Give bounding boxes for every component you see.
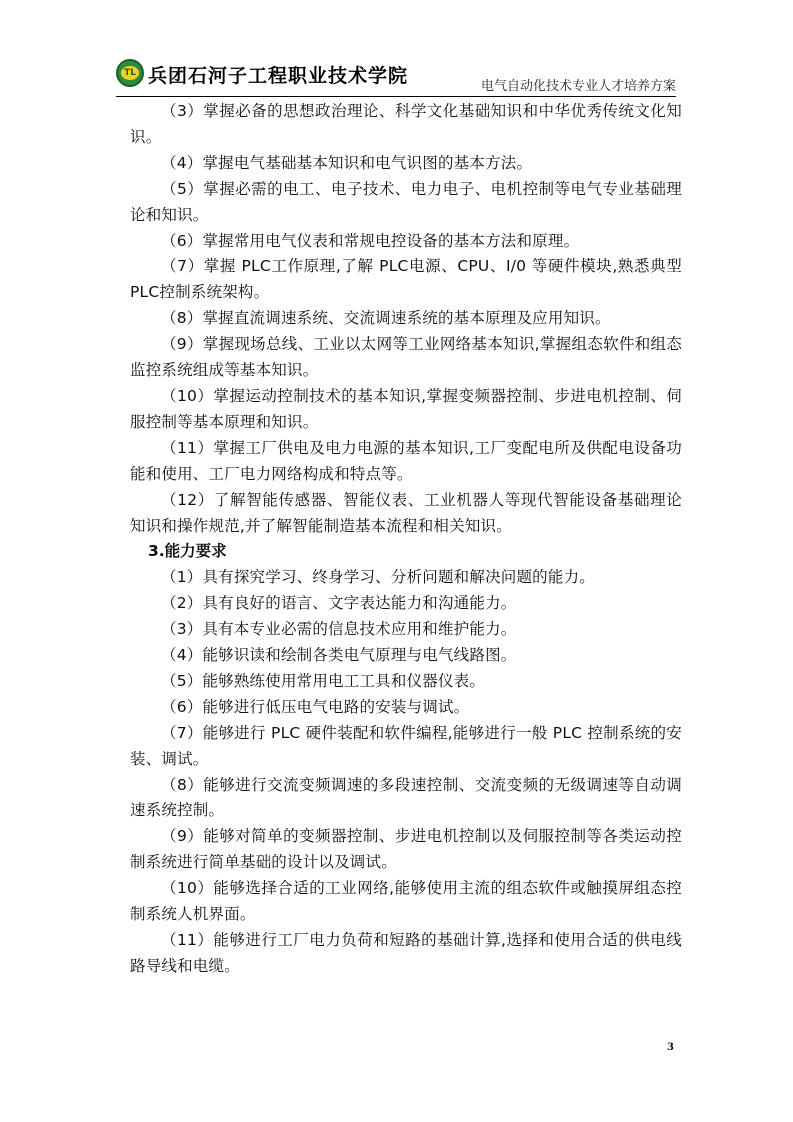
section-heading-ability: 3.能力要求	[148, 542, 227, 561]
ability-item: （11）能够进行工厂电力负荷和短路的基础计算,选择和使用合适的供电线路导线和电缆。	[130, 931, 682, 975]
knowledge-item: （10）掌握运动控制技术的基本知识,掌握变频器控制、步进电机控制、伺服控制等基本原理和知识。	[130, 386, 682, 431]
ability-item: （6）能够进行低压电气电路的安装与调试。	[161, 697, 470, 716]
knowledge-item: （6）掌握常用电气仪表和常规电控设备的基本方法和原理。	[161, 231, 580, 250]
ability-item: （3）具有本专业必需的信息技术应用和维护能力。	[161, 620, 517, 639]
knowledge-item: （4）掌握电气基础基本知识和电气识图的基本方法。	[161, 153, 533, 172]
document-title: 电气自动化技术专业人才培养方案	[480, 79, 676, 94]
ability-item: （7）能够进行 PLC 硬件装配和软件编程,能够进行一般 PLC 控制系统的安装、调试。	[130, 723, 682, 768]
ability-item: （4）能够识读和绘制各类电气原理与电气线路图。	[161, 646, 517, 665]
page-number: 3	[667, 1042, 674, 1053]
knowledge-item: （3）掌握必备的思想政治理论、科学文化基础知识和中华优秀传统文化知识。	[130, 102, 682, 146]
ability-item: （9）能够对简单的变频器控制、步进电机控制以及伺服控制等各类运动控制系统进行简单基础的设计以及调试。	[130, 827, 682, 872]
ability-item: （8）能够进行交流变频调速的多段速控制、交流变频的无级调速等自动调速系统控制。	[130, 775, 682, 820]
ability-item: （1）具有探究学习、终身学习、分析问题和解决问题的能力。	[161, 568, 595, 587]
page-header	[116, 55, 676, 95]
school-name: 兵团石河子工程职业技术学院	[148, 65, 409, 87]
school-logo-icon	[116, 59, 144, 87]
knowledge-item: （8）掌握直流调速系统、交流调速系统的基本原理及应用知识。	[161, 309, 611, 328]
knowledge-item: （7）掌握 PLC工作原理,了解 PLC电源、CPU、I/0 等硬件模块,熟悉典型 PLC控制系统架构。	[130, 257, 682, 302]
knowledge-item: （11）掌握工厂供电及电力电源的基本知识,工厂变配电所及供配电设备功能和使用、工厂电力网络构成和特点等。	[130, 438, 682, 483]
ability-item: （5）能够熟练使用常用电工工具和仪器仪表。	[161, 671, 486, 690]
knowledge-item: （5）掌握必需的电工、电子技术、电力电子、电机控制等电气专业基础理论和知识。	[130, 179, 682, 224]
ability-item: （2）具有良好的语言、文字表达能力和沟通能力。	[161, 594, 517, 613]
page-content	[130, 99, 682, 980]
ability-item: （10）能够选择合适的工业网络,能够使用主流的组态软件或触摸屏组态控制系统人机界面。	[130, 879, 682, 924]
header-divider	[116, 96, 676, 97]
knowledge-item: （12）了解智能传感器、智能仪表、工业机器人等现代智能设备基础理论知识和操作规范,并了解智能制造基本流程和相关知识。	[130, 490, 682, 535]
knowledge-item: （9）掌握现场总线、工业以太网等工业网络基本知识,掌握组态软件和组态监控系统组成等基本知识。	[130, 335, 682, 380]
